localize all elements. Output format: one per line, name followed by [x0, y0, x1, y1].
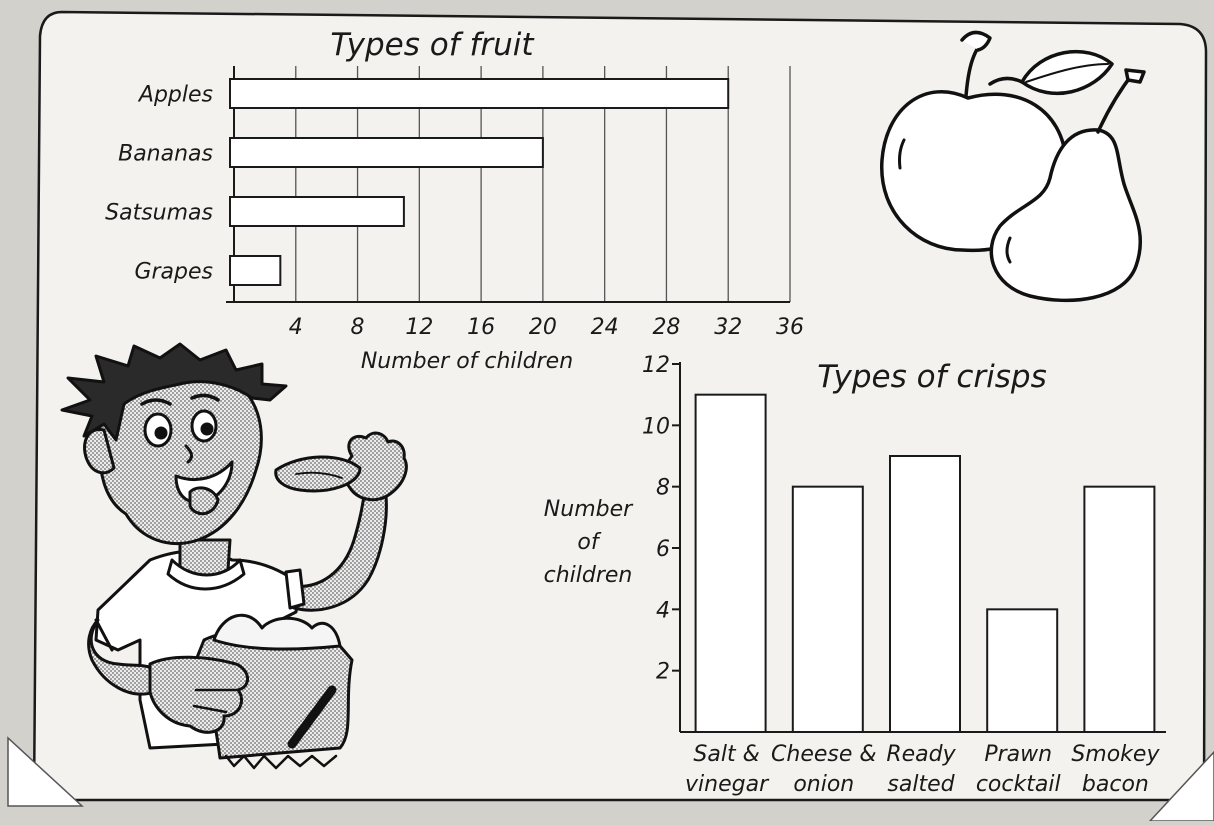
- crisps-chart-title: Types of crisps: [817, 359, 1047, 395]
- fruit-tick-label: 20: [528, 315, 557, 340]
- boy-right-pupil: [202, 424, 212, 434]
- crisps-category-label: Prawn: [984, 742, 1053, 767]
- fruit-bar-satsumas: [230, 197, 404, 226]
- boy-cuff: [286, 570, 304, 608]
- crisps-category-label: Cheese &: [771, 742, 877, 767]
- crisps-tick-label: 4: [656, 598, 670, 624]
- fruit-tick-label: 24: [590, 315, 619, 340]
- fruit-chart-title: Types of fruit: [330, 27, 534, 63]
- fruit-bar-grapes: [230, 256, 280, 285]
- crisps-category-label: vinegar: [685, 772, 769, 797]
- fruit-tick-label: 36: [776, 315, 804, 340]
- crisps-category-label: Ready: [886, 742, 956, 767]
- crisps-bar: [1084, 487, 1154, 732]
- fruit-category-label: Grapes: [134, 259, 213, 285]
- crisps-category-label: Smokey: [1071, 742, 1160, 767]
- crisps-tick-label: 12: [642, 353, 670, 378]
- crisps-tick-label: 10: [642, 414, 670, 440]
- boy-left-pupil: [156, 428, 166, 438]
- crisps-bar: [793, 487, 863, 732]
- crisps-tick-label: 6: [656, 537, 670, 562]
- crisps-category-label: salted: [887, 772, 955, 797]
- crisps-y-label-line: children: [543, 563, 633, 588]
- fruit-bar-apples: [230, 79, 728, 108]
- fruit-tick-label: 4: [288, 315, 303, 340]
- fruit-category-label: Bananas: [118, 141, 213, 167]
- boy-tongue: [190, 488, 218, 514]
- fruit-bar-bananas: [230, 138, 543, 167]
- crisps-category-label: cocktail: [975, 772, 1061, 797]
- crisps-bar: [987, 609, 1057, 732]
- crisps-category-label: onion: [793, 772, 855, 797]
- fruit-tick-label: 12: [405, 315, 434, 340]
- fruit-tick-label: 32: [714, 315, 743, 340]
- crisps-bar: [696, 395, 766, 732]
- crisps-y-label-line: of: [577, 530, 599, 555]
- crisps-tick-label: 8: [656, 475, 670, 501]
- pear-stem-tip: [1126, 70, 1144, 82]
- fruit-tick-label: 16: [467, 315, 496, 340]
- fruit-x-axis-label: Number of children: [360, 349, 574, 374]
- crisps-y-label-line: Number: [543, 497, 633, 522]
- fruit-tick-label: 28: [652, 315, 681, 340]
- crisps-tick-label: 2: [656, 659, 670, 685]
- crisps-category-label: bacon: [1081, 772, 1149, 797]
- crisps-bar: [890, 456, 960, 732]
- crisps-category-label: Salt &: [693, 742, 760, 767]
- fruit-tick-label: 8: [350, 315, 365, 340]
- fruit-category-label: Satsumas: [105, 200, 213, 226]
- fruit-category-label: Apples: [138, 82, 213, 108]
